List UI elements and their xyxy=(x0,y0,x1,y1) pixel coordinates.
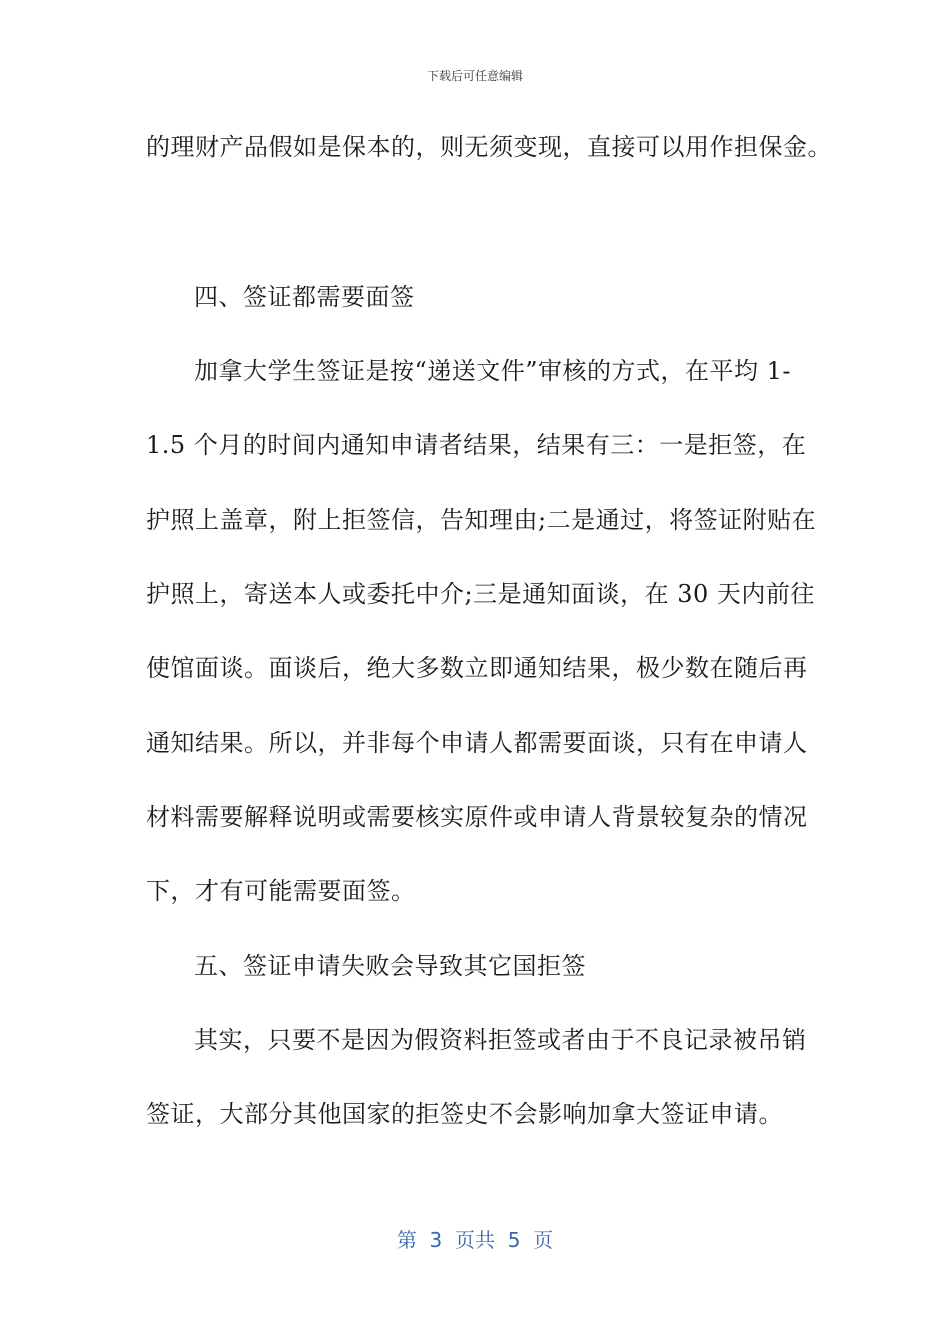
header-note: 下载后可任意编辑 xyxy=(426,69,523,83)
paragraph-line: 使馆面谈。面谈后，绝大多数立即通知结果，极少数在随后再 xyxy=(146,654,808,682)
section-heading-4: 四、签证都需要面签 xyxy=(194,283,415,311)
paragraph-line: 材料需要解释说明或需要核实原件或申请人背景较复杂的情况 xyxy=(146,803,808,831)
paragraph-line: 护照上，寄送本人或委托中介;三是通知面谈，在 30 天内前往 xyxy=(146,580,815,608)
page-number-footer: 第 3 页共 5 页 xyxy=(396,1228,554,1252)
paragraph-line: 其实，只要不是因为假资料拒签或者由于不良记录被吊销 xyxy=(194,1026,807,1054)
paragraph-line: 下，才有可能需要面签。 xyxy=(146,877,416,905)
paragraph-line: 通知结果。所以，并非每个申请人都需要面谈，只有在申请人 xyxy=(146,729,808,757)
paragraph-line: 加拿大学生签证是按“递送文件”审核的方式，在平均 1- xyxy=(194,357,792,385)
paragraph-line: 的理财产品假如是保本的，则无须变现，直接可以用作担保金。 xyxy=(146,133,832,161)
section-heading-5: 五、签证申请失败会导致其它国拒签 xyxy=(194,952,586,980)
paragraph-line: 护照上盖章，附上拒签信，告知理由;二是通过，将签证附贴在 xyxy=(146,506,817,534)
paragraph-line: 签证，大部分其他国家的拒签史不会影响加拿大签证申请。 xyxy=(146,1100,783,1128)
paragraph-line: 1.5 个月的时间内通知申请者结果，结果有三：一是拒签，在 xyxy=(146,431,807,459)
